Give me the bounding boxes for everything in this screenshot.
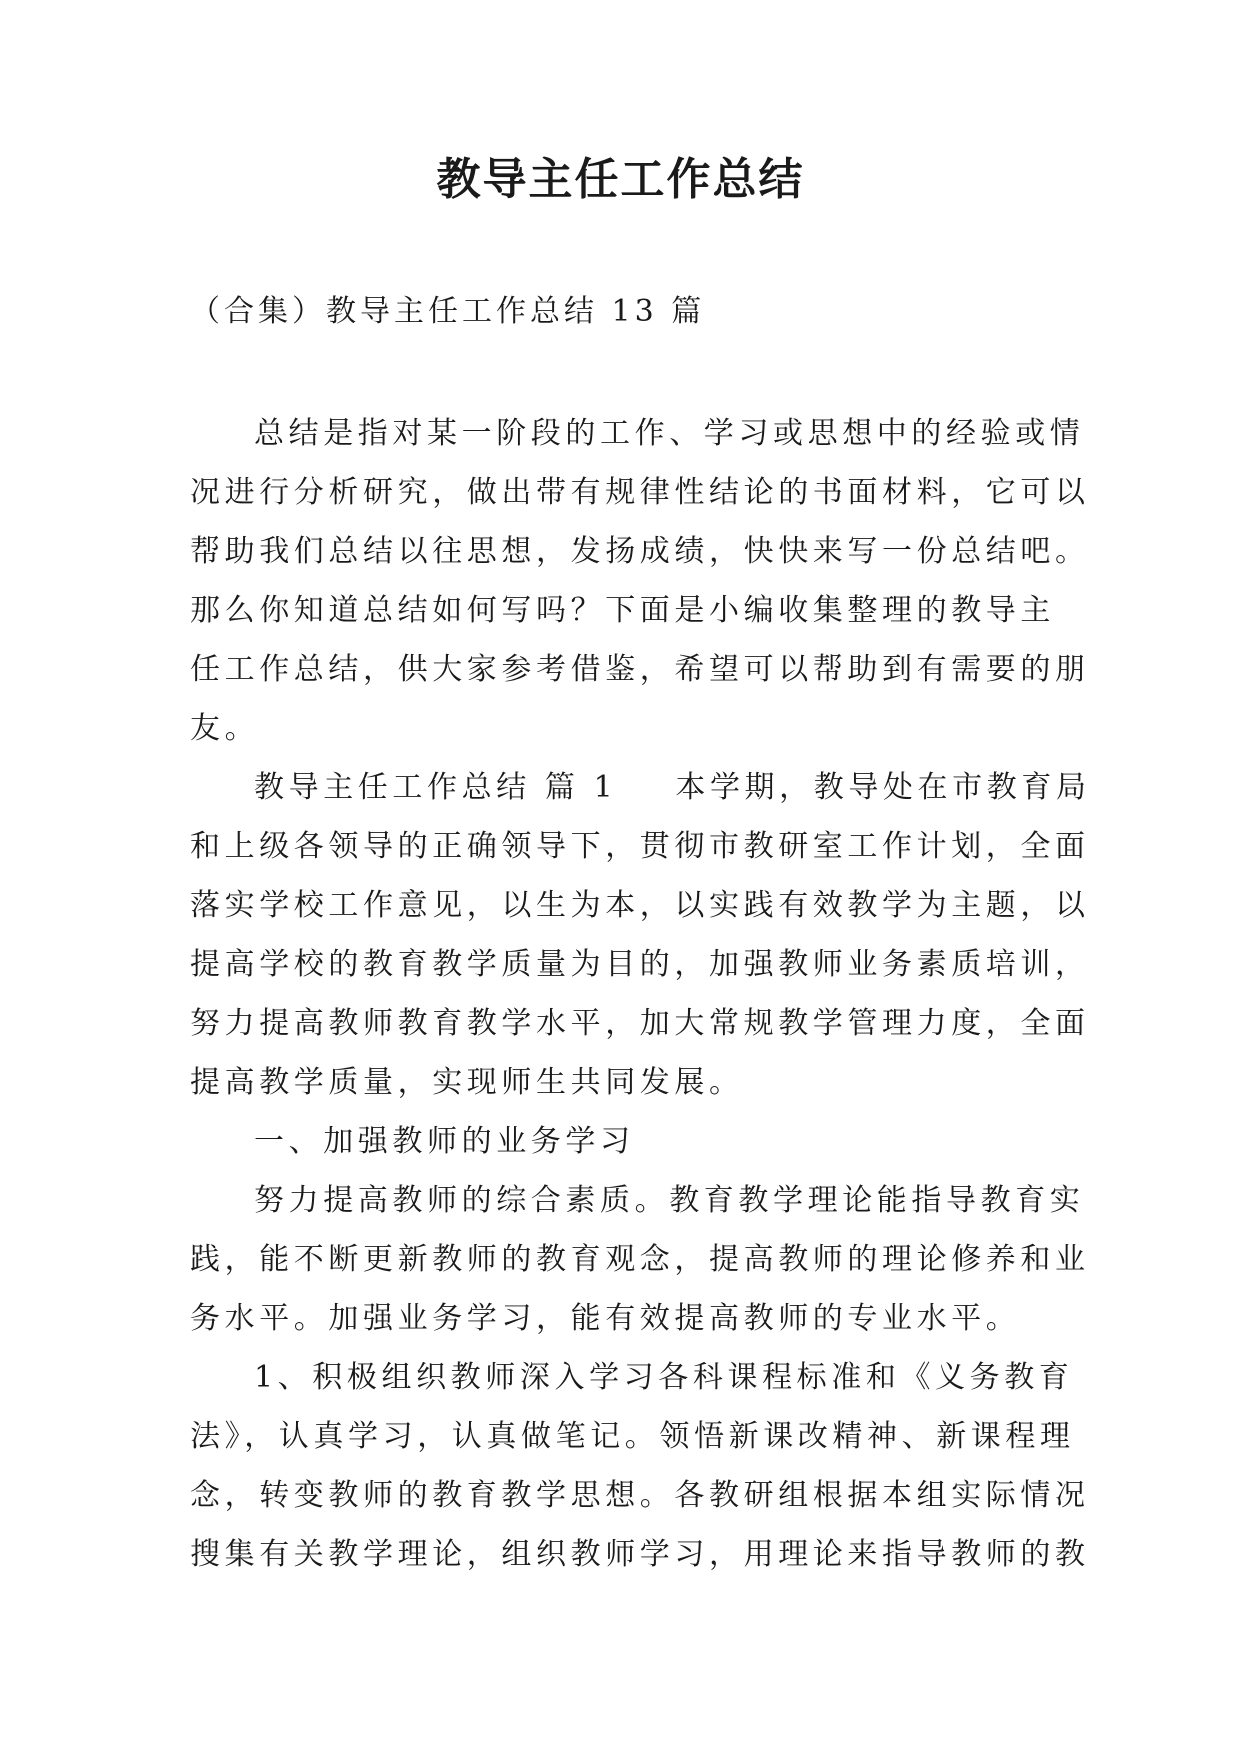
paragraph-line: 况进行分析研究，做出带有规律性结论的书面材料，它可以 [190,475,1090,510]
paragraph-line: 和上级各领导的正确领导下，贯彻市教研室工作计划，全面 [190,829,1090,864]
paragraph-line: 帮助我们总结以往思想，发扬成绩，快快来写一份总结吧。 [190,534,1090,569]
paragraph-line: 念，转变教师的教育教学思想。各教研组根据本组实际情况 [190,1478,1090,1513]
paragraph-line: 提高教学质量，实现师生共同发展。 [190,1065,744,1100]
paragraph-line: 提高学校的教育教学质量为目的，加强教师业务素质培训， [190,947,1090,982]
section-heading: 教导主任工作总结 篇 1 [254,770,618,805]
document-body [190,404,1091,1584]
document-subtitle: （合集）教导主任工作总结 13 篇 [190,294,706,329]
paragraph-line: 努力提高教师教育教学水平，加大常规教学管理力度，全面 [190,1006,1090,1041]
paragraph-line: 务水平。加强业务学习，能有效提高教师的专业水平。 [190,1301,1021,1336]
paragraph-line: 努力提高教师的综合素质。教育教学理论能指导教育实 [254,1183,1085,1218]
paragraph-line: 搜集有关教学理论，组织教师学习，用理论来指导教师的教 [190,1537,1090,1572]
section-heading-line [190,758,1091,817]
paragraph-line: 1、积极组织教师深入学习各科课程标准和《义务教育 [254,1360,1074,1395]
paragraph-line: 践，能不断更新教师的教育观念，提高教师的理论修养和业 [190,1242,1090,1277]
paragraph-line: 法》，认真学习，认真做笔记。领悟新课改精神、新课程理 [190,1419,1075,1454]
paragraph-line: 任工作总结，供大家参考借鉴，希望可以帮助到有需要的朋 [190,652,1090,687]
paragraph-line: 那么你知道总结如何写吗？下面是小编收集整理的教导主 [190,593,1055,628]
document-title: 教导主任工作总结 [436,154,805,205]
subsection-heading: 一、加强教师的业务学习 [254,1124,635,1159]
paragraph-line: 落实学校工作意见，以生为本，以实践有效教学为主题，以 [190,888,1090,923]
paragraph-line: 本学期，教导处在市教育局 [675,770,1091,805]
paragraph-line: 总结是指对某一阶段的工作、学习或思想中的经验或情 [254,416,1085,451]
paragraph-line: 友。 [190,711,260,746]
